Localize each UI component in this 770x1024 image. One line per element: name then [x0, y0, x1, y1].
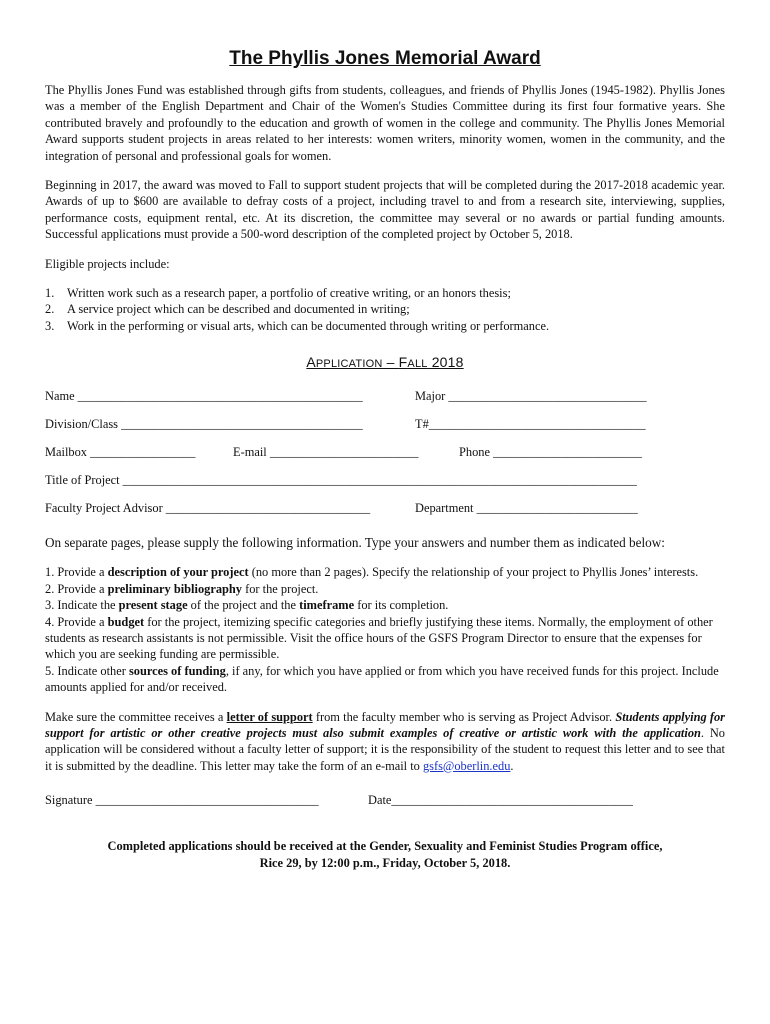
- letter-of-support-paragraph: Make sure the committee receives a letter of support from the faculty member who is serving as Project Advisor. Students applying for support for artistic or other creative projects must also submit examples of creative or artistic work with the application. No application will be considered without a faculty letter of support; it is the responsibility of the student to request this letter and to see that it is submitted by the deadline. This letter may take the form of an e-mail to gsfs@oberlin.edu.: [45, 709, 726, 773]
- supply-instructions: On separate pages, please supply the following information. Type your answers and number them as indicated below:: [45, 535, 665, 551]
- list-item: 1. Provide a description of your project (no more than 2 pages). Specify the relationship of your project to Phyllis Jones’ interests.: [45, 565, 699, 580]
- page-title: The Phyllis Jones Memorial Award: [229, 48, 541, 69]
- signature-field[interactable]: Signature ____________________________________: [45, 793, 319, 808]
- award-paragraph: Beginning in 2017, the award was moved to Fall to support student projects that will be completed during the 2017-2018 academic year. Awards of up to $600 are available to defray costs of a project, including travel to and from a research site, interviewing, supplies, performance costs, equipment rental, etc. At its discretion, the committee may several or no awards or partial funding amounts. Successful applications must provide a 500-word description of the completed project by October 5, 2018.: [45, 178, 725, 242]
- project-title-field[interactable]: Title of Project ___________________________________________________________________________________: [45, 473, 637, 488]
- form-row-signature: [45, 792, 725, 820]
- requirements-list: [45, 564, 725, 695]
- name-field[interactable]: Name ______________________________________________: [45, 389, 363, 404]
- eligible-list: [45, 285, 725, 334]
- form-row-division: [45, 416, 725, 444]
- intro-paragraph: The Phyllis Jones Fund was established through gifts from students, colleagues, and friends of Phyllis Jones (1945-1982). Phyllis Jones was a member of the English Department and Chair of the Women's Studies Committee during its first four formative years. She contributed bravely and profoundly to the education and growth of women in the college and community. The Phyllis Jones Memorial Award supports student projects in areas related to her interests: women writers, minority women, women in the community, and the integration of personal and professional goals for women.: [45, 83, 725, 163]
- division-class-field[interactable]: Division/Class _______________________________________: [45, 417, 363, 432]
- t-number-field[interactable]: T#___________________________________: [415, 417, 646, 432]
- phone-field[interactable]: Phone ________________________: [459, 445, 642, 460]
- mailbox-field[interactable]: Mailbox _________________: [45, 445, 196, 460]
- deadline-notice: Completed applications should be received at the Gender, Sexuality and Feminist Studies Program office, Rice 29, by 12:00 p.m., Friday, October 5, 2018.: [107, 839, 663, 871]
- email-field[interactable]: E-mail ________________________: [233, 445, 419, 460]
- list-item: 3. Indicate the present stage of the project and the timeframe for its completion.: [45, 598, 449, 613]
- date-field[interactable]: Date_______________________________________: [368, 793, 634, 808]
- application-heading: APPLICATION – FALL 2018: [306, 354, 464, 371]
- major-field[interactable]: Major ________________________________: [415, 389, 647, 404]
- list-item: 1. Written work such as a research paper, a portfolio of creative writing, or an honors thesis;: [45, 286, 511, 301]
- form-row-contact: [45, 444, 725, 472]
- list-item: 3. Work in the performing or visual arts, which can be documented through writing or performance.: [45, 318, 550, 333]
- form-row-name: [45, 388, 725, 416]
- list-item: 5. Indicate other sources of funding, if any, for which you have applied or from which you have received funds for this project. Include amounts applied for and/or received.: [45, 663, 719, 695]
- form-row-advisor: [45, 500, 725, 528]
- faculty-advisor-field[interactable]: Faculty Project Advisor _________________________________: [45, 501, 371, 516]
- email-link[interactable]: gsfs@oberlin.edu: [422, 758, 511, 773]
- list-item: 2. Provide a preliminary bibliography for the project.: [45, 581, 319, 596]
- form-row-title: [45, 472, 725, 500]
- list-item: 2. A service project which can be described and documented in writing;: [45, 302, 410, 317]
- list-item: 4. Provide a budget for the project, itemizing specific categories and briefly justifying these items. Normally, the employment of other students as research assistants is not permissible. Visit the office hours of the GSFS Program Director to ensure that the expenses for which you are seeking funding are permissible.: [45, 614, 713, 662]
- department-field[interactable]: Department __________________________: [415, 501, 638, 516]
- eligible-heading: Eligible projects include:: [45, 256, 170, 271]
